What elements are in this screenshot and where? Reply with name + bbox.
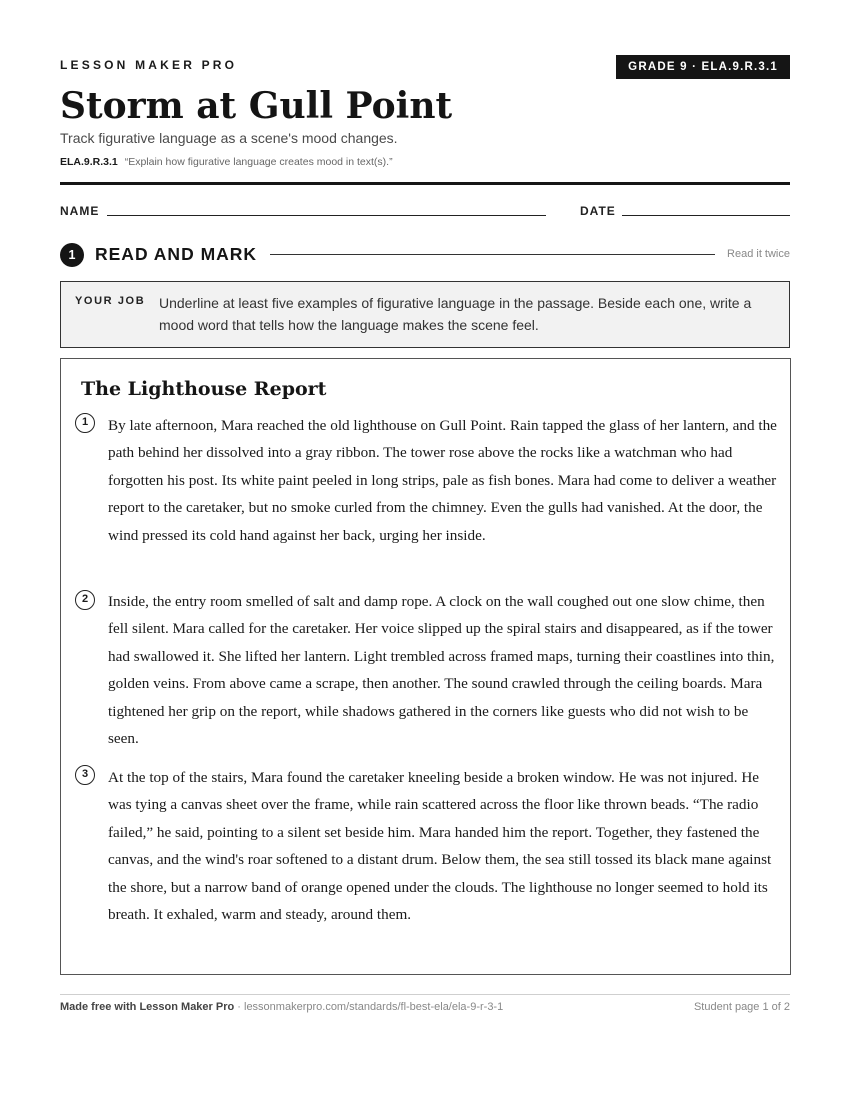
footer-credit [60, 1001, 503, 1013]
paragraph-number-3: 3 [75, 765, 95, 785]
footer-separator: · [234, 1001, 244, 1013]
passage-paragraph-1: By late afternoon, Mara reached the old lighthouse on Gull Point. Rain tapped the glass of her lantern, and the path behind her dissolved into a gray ribbon. The tower rose above the rocks like a watchman who had forgotten his post. Its white paint peeled in long strips, pale as fish bones. Mara had come to deliver a weather report to the caretaker, but no smoke curled from the chimney. Even the gulls had vanished. At the door, the wind pressed its cold hand against her back, urging her inside. [108, 417, 777, 544]
standard-description: “Explain how figurative language creates mood in text(s).” [124, 156, 393, 168]
page-title: Storm at Gull Point [60, 85, 453, 127]
passage-title: The Lighthouse Report [81, 378, 327, 400]
name-field-line[interactable] [107, 215, 546, 216]
footer-maker: Made free with Lesson Maker Pro [60, 1001, 235, 1013]
section-title: READ AND MARK [95, 244, 258, 264]
job-box [60, 281, 790, 348]
paragraph-number-2: 2 [75, 590, 95, 610]
brand-name: LESSON MAKER PRO [60, 58, 238, 72]
name-label: NAME [60, 204, 100, 218]
section-divider [270, 254, 715, 255]
grade-badge: GRADE 9 · ELA.9.R.3.1 [616, 55, 790, 79]
standard-line [60, 156, 393, 168]
passage-paragraph-3: At the top of the stairs, Mara found the caretaker kneeling beside a broken window. He was not injured. He was tying a canvas sheet over the frame, while rain scattered across the floor like thrown beads. “The radio failed,” he said, pointing to a silent set beside him. Mara handed him the report. Together, they fastened the canvas, and the wind's roar softened to a distant drum. Below them, the sea still tossed its black mane against the shore, but a narrow band of orange opened under the clouds. The lighthouse no longer seemed to hold its breath. It exhaled, warm and steady, around them. [108, 769, 772, 924]
date-field-line[interactable] [622, 215, 790, 216]
date-label: DATE [580, 204, 616, 218]
section-number-badge: 1 [60, 243, 84, 267]
page-subtitle: Track figurative language as a scene's mood changes. [60, 130, 398, 146]
job-label: YOUR JOB [75, 295, 146, 307]
footer-url[interactable]: lessonmakerpro.com/standards/fl-best-ela/ela-9-r-3-1 [244, 1001, 504, 1013]
standard-code: ELA.9.R.3.1 [60, 156, 118, 168]
passage-box [60, 358, 791, 975]
paragraph-number-1: 1 [75, 413, 95, 433]
section-hint: Read it twice [727, 248, 790, 260]
footer-divider [60, 994, 790, 995]
footer-page-number: Student page 1 of 2 [693, 1001, 790, 1013]
job-instructions: Underline at least five examples of figurative language in the passage. Beside each one, write a mood word that tells how the language makes the scene feel. [159, 295, 752, 333]
header-divider [60, 182, 790, 185]
passage-paragraph-2: Inside, the entry room smelled of salt and damp rope. A clock on the wall coughed out one slow chime, then fell silent. Mara called for the caretaker. Her voice slipped up the spiral stairs and disappeared, as if the tower had swallowed it. She lifted her lantern. Light trembled across framed maps, turning their coastlines into thin, golden veins. From above came a scrape, then another. The sound crawled through the ceiling boards. Mara tightened her grip on the report, while shadows gathered in the corners like guests who did not wish to be seen. [108, 593, 775, 748]
